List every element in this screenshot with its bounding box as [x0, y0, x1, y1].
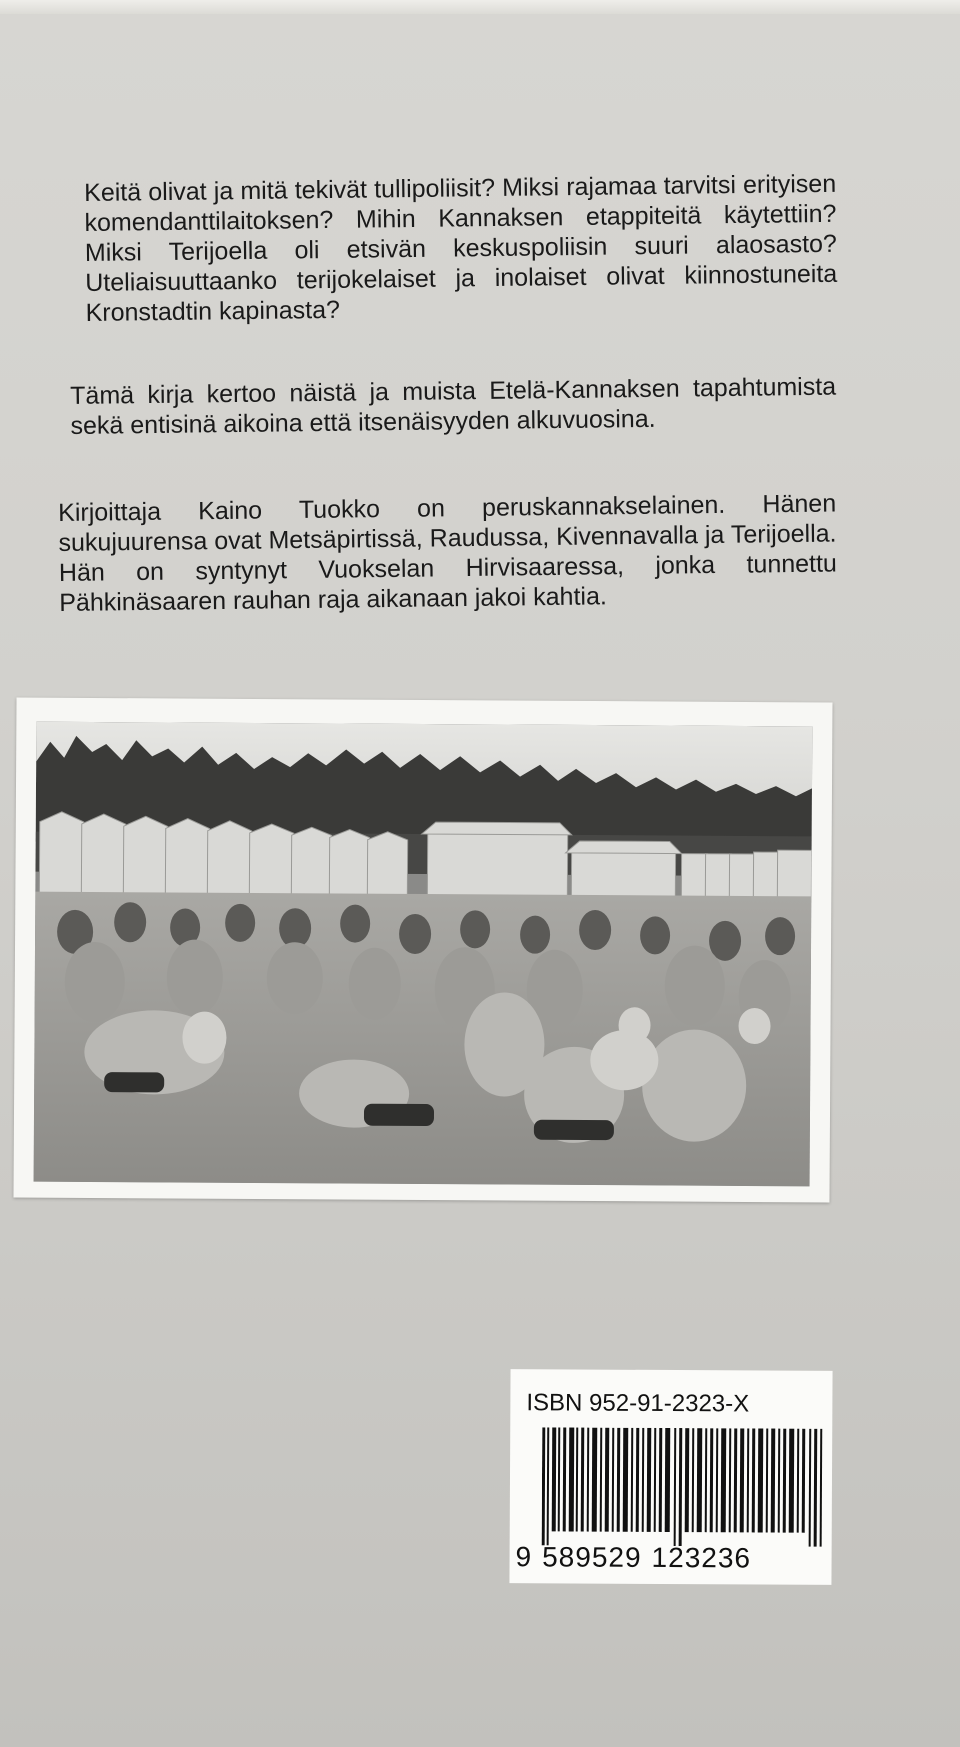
photo-frame [13, 698, 832, 1203]
cover-top-edge [0, 0, 960, 14]
blurb-paragraph-3: Kirjoittaja Kaino Tuokko on peruskannakselainen. Hänen sukujuurensa ovat Metsäpirtissä, Raudussa, Kivennavalla ja Terijoella. Hän on syntynyt Vuokselan Hirvisaaressa, jonka tunnettu Pähkinäsaaren rauhan raja aikanaan jakoi kahtia. [58, 489, 838, 617]
beach-photo-illustration [34, 722, 813, 1187]
barcode-digits [515, 1541, 827, 1575]
barcode-icon [542, 1427, 825, 1546]
barcode-digit-first: 9 [515, 1541, 533, 1573]
isbn-number: ISBN 952-91-2323-X [526, 1389, 750, 1418]
barcode-digit-group-2: 123236 [651, 1541, 752, 1574]
isbn-barcode-label [509, 1369, 832, 1585]
blurb-paragraph-1: Keitä olivat ja mitä tekivät tullipoliisit? Miksi rajamaa tarvitsi erityisen komendanttilaitoksen? Mihin Kannaksen etappiteitä käytettiin? Miksi Terijoella oli etsivän keskuspoliisin suuri alaosasto? Uteliaisuuttaanko terijokelaiset ja inolaiset olivat kiinnostuneita Kronstadtin kapinasta? [84, 169, 838, 327]
beach-photo [34, 722, 813, 1187]
barcode-digit-group-1: 589529 [542, 1541, 642, 1573]
blurb-paragraph-2: Tämä kirja kertoo näistä ja muista Etelä-Kannaksen tapahtumista sekä entisinä aikoina että itsenäisyyden alkuvuosina. [70, 372, 837, 440]
